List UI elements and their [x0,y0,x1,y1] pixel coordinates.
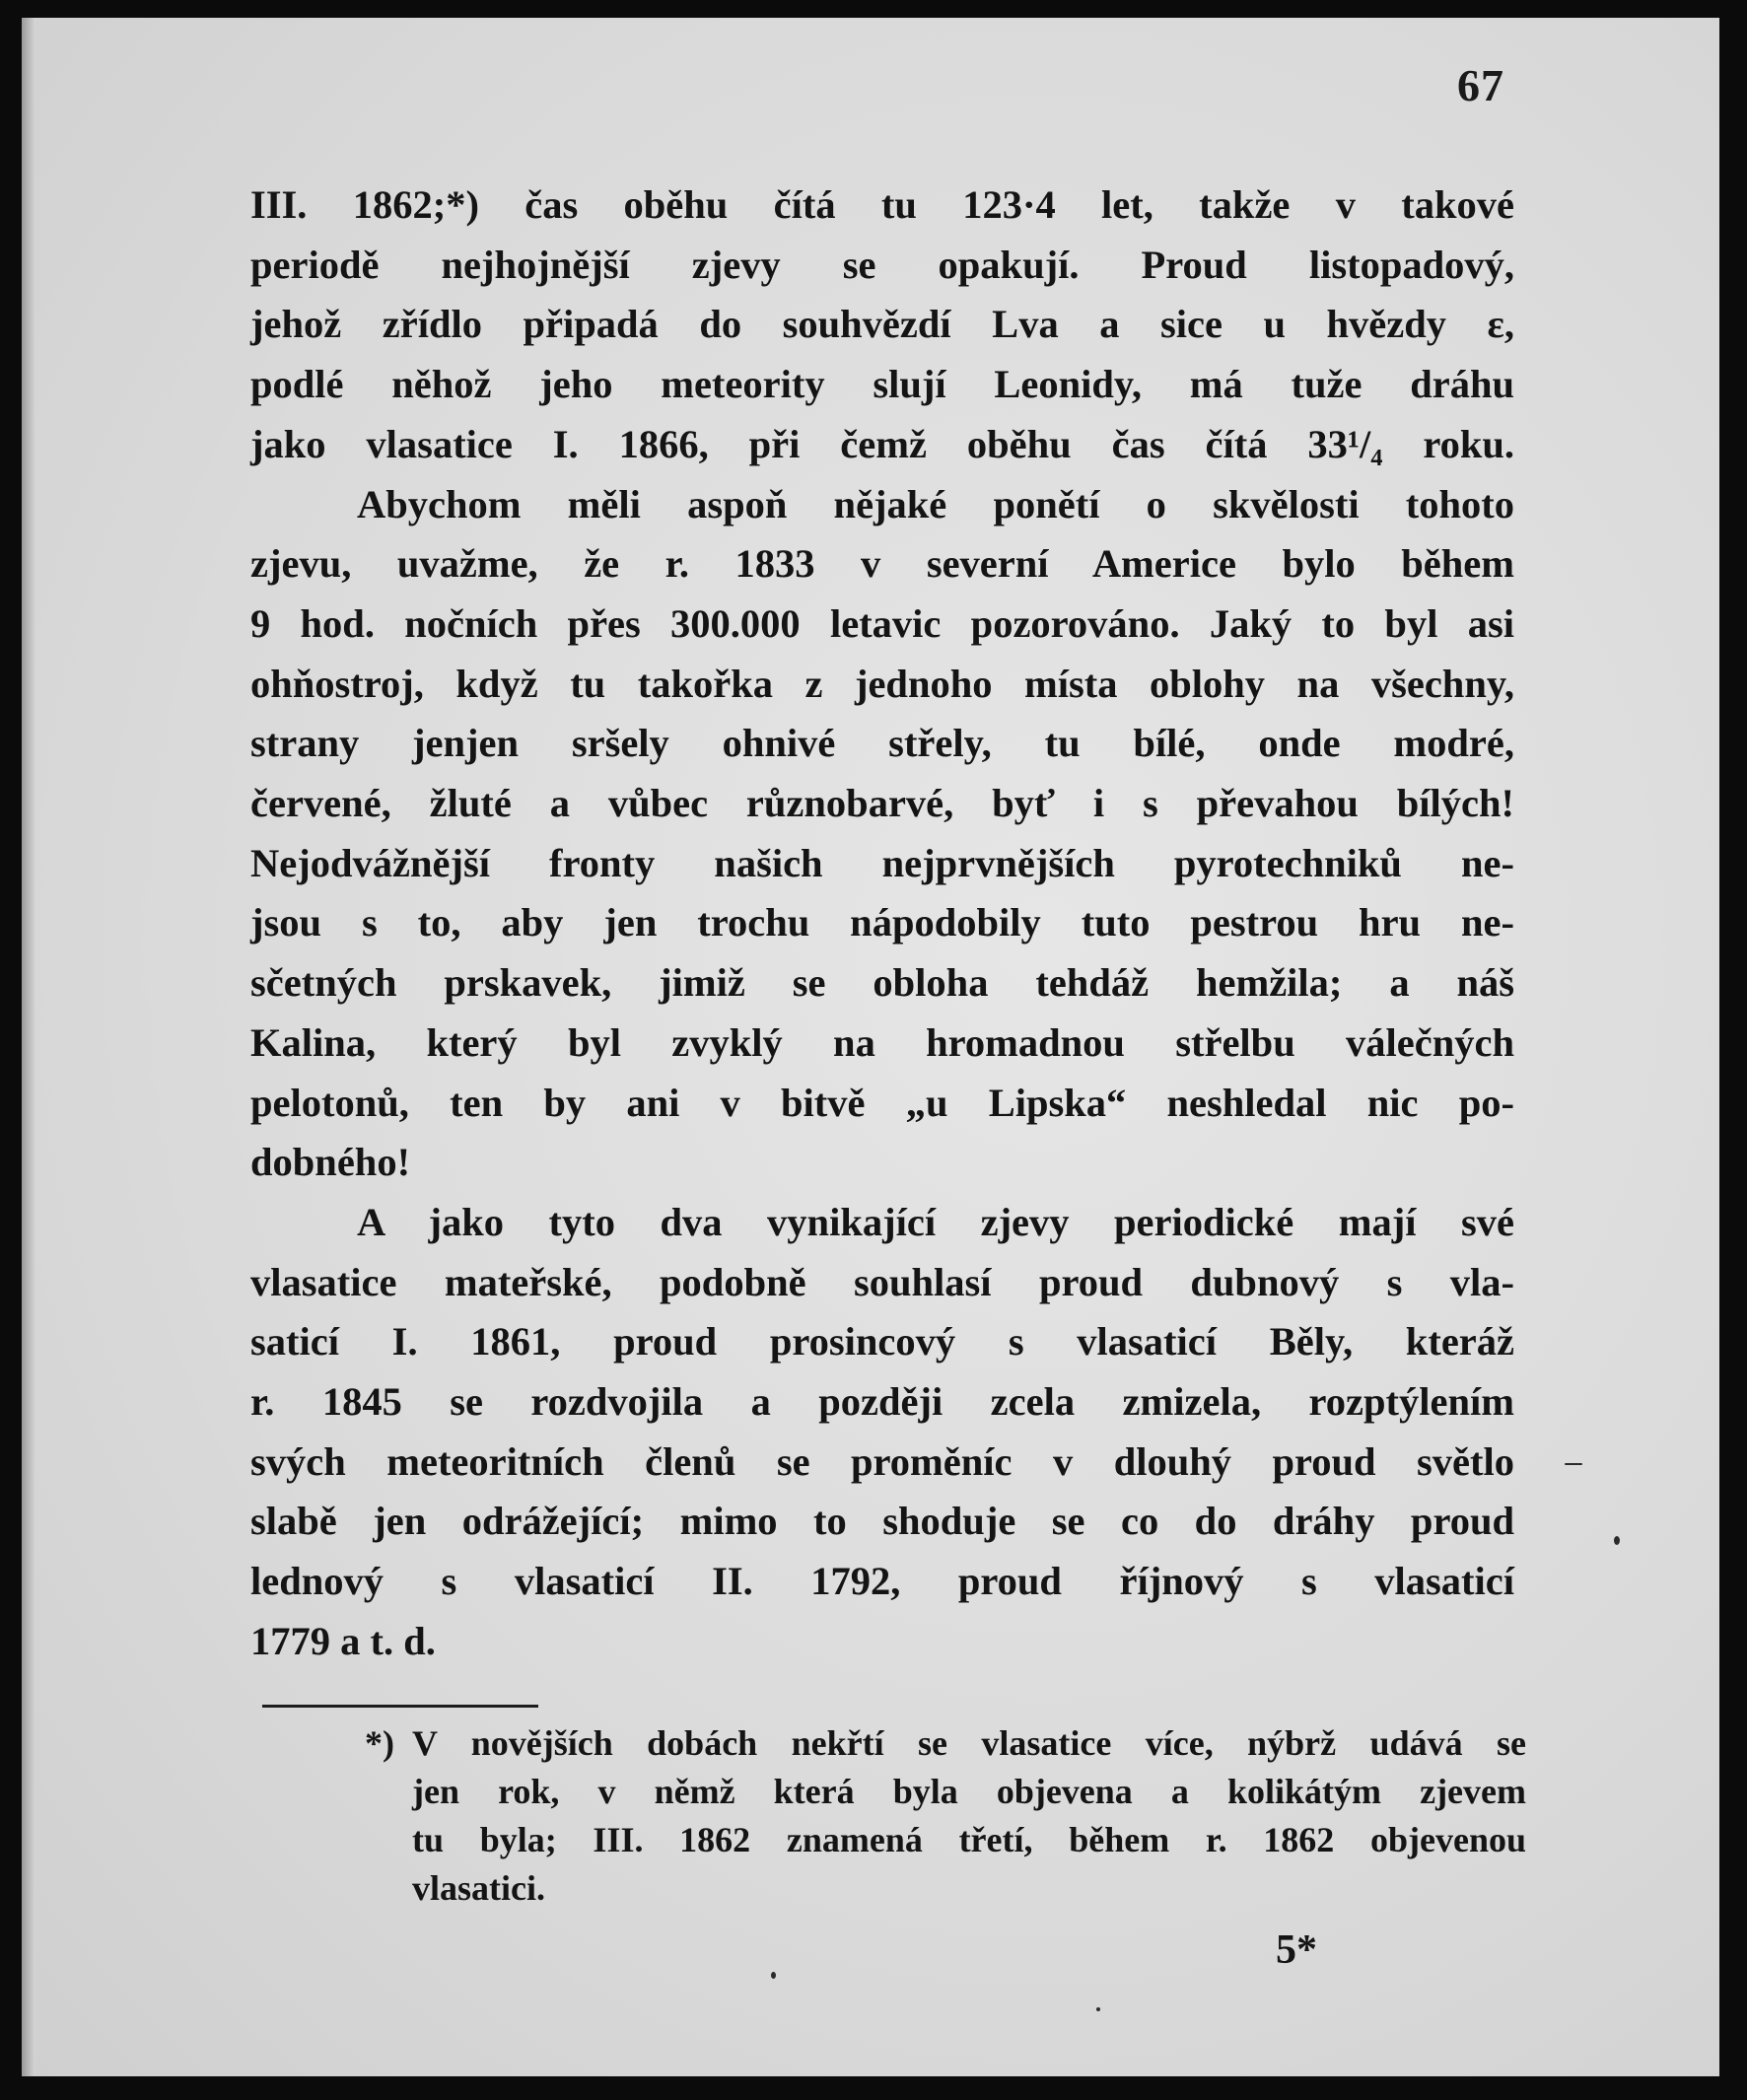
body-line: r. 1845 se rozdvojila a později zcela zmizela, rozptýlením [250,1379,1514,1425]
paper-speck [771,1972,776,1979]
body-line: III. 1862;*) čas oběhu čítá tu 123·4 let, takže v takové [250,182,1514,227]
footnote-line: jen rok, v němž která byla objevena a kolikátým zjevem [412,1772,1526,1811]
footnote-line [365,1719,1526,1768]
body-line: sčetných prskavek, jimiž se obloha tehdáž hemžila; a náš [250,960,1514,1006]
body-line: ohňostroj, když tu takořka z jednoho místa oblohy na všechny, [250,661,1514,706]
paper-speck [1096,2007,1100,2011]
paragraph-start-line: Abychom měli aspoň nějaké ponětí o skvělosti tohoto [357,481,1514,526]
body-line: pelotonů, ten by ani v bitvě „u Lipska“ neshledal nic po- [250,1080,1514,1125]
body-line: jehož zřídlo připadá do souhvězdí Lva a sice u hvězdy ε, [250,302,1514,347]
body-line: vlasatice mateřské, podobně souhlasí proud dubnový s vla- [250,1259,1514,1304]
footnote-marker: *) [365,1723,394,1763]
book-page [22,18,1719,2076]
page-number: 67 [1457,60,1504,110]
body-line: zjevu, uvažme, že r. 1833 v severní Americe bylo během [250,541,1514,587]
paragraph-end-line: 1779 a t. d. [250,1618,436,1663]
body-line: saticí I. 1861, proud prosincový s vlasaticí Běly, kteráž [250,1319,1514,1365]
body-line: Nejodvážnější fronty našich nejprvnějších pyrotechniků ne- [250,840,1514,885]
body-text [250,175,1514,1672]
body-line: slabě jen odrážející; mimo to shoduje se co do dráhy proud [250,1499,1514,1544]
body-line: strany jenjen sršely ohnivé střely, tu bílé, onde modré, [250,721,1514,766]
body-line: 9 hod. nočních přes 300.000 letavic pozorováno. Jaký to byl asi [250,600,1514,646]
footnote-separator [262,1705,538,1708]
footnote-line: vlasatici. [412,1868,545,1908]
body-line: jsou s to, aby jen trochu nápodobily tuto pestrou hru ne- [250,900,1514,945]
footnote-text: V novějších dobách nekřtí se vlasatice více, nýbrž udává se [412,1723,1526,1763]
signature-mark: 5* [1276,1927,1317,1973]
body-line: lednový s vlasaticí II. 1792, proud říjnový s vlasaticí [250,1559,1514,1604]
footnote [365,1719,1526,1913]
paper-speck [1565,1463,1582,1465]
body-line: podlé něhož jeho meteority slují Leonidy, má tuže dráhu [250,362,1514,407]
paragraph-end-line: dobného! [250,1140,411,1185]
body-line: svých meteoritních členů se proměníc v dlouhý proud světlo [250,1438,1514,1484]
body-line: červené, žluté a vůbec různobarvé, byť i s převahou bílých! [250,781,1514,826]
body-line: jako vlasatice I. 1866, při čemž oběhu čas čítá 33¹/₄ roku. [250,421,1514,466]
paragraph-start-line: A jako tyto dva vynikající zjevy periodické mají své [357,1199,1514,1244]
body-line: periodě nejhojnější zjevy se opakují. Proud listopadový, [250,242,1514,287]
page-gutter-edge [22,18,35,2076]
body-line: Kalina, který byl zvyklý na hromadnou střelbu válečných [250,1019,1514,1065]
footnote-line: tu byla; III. 1862 znamená třetí, během r. 1862 objevenou [412,1820,1526,1859]
paper-speck [1614,1536,1620,1545]
